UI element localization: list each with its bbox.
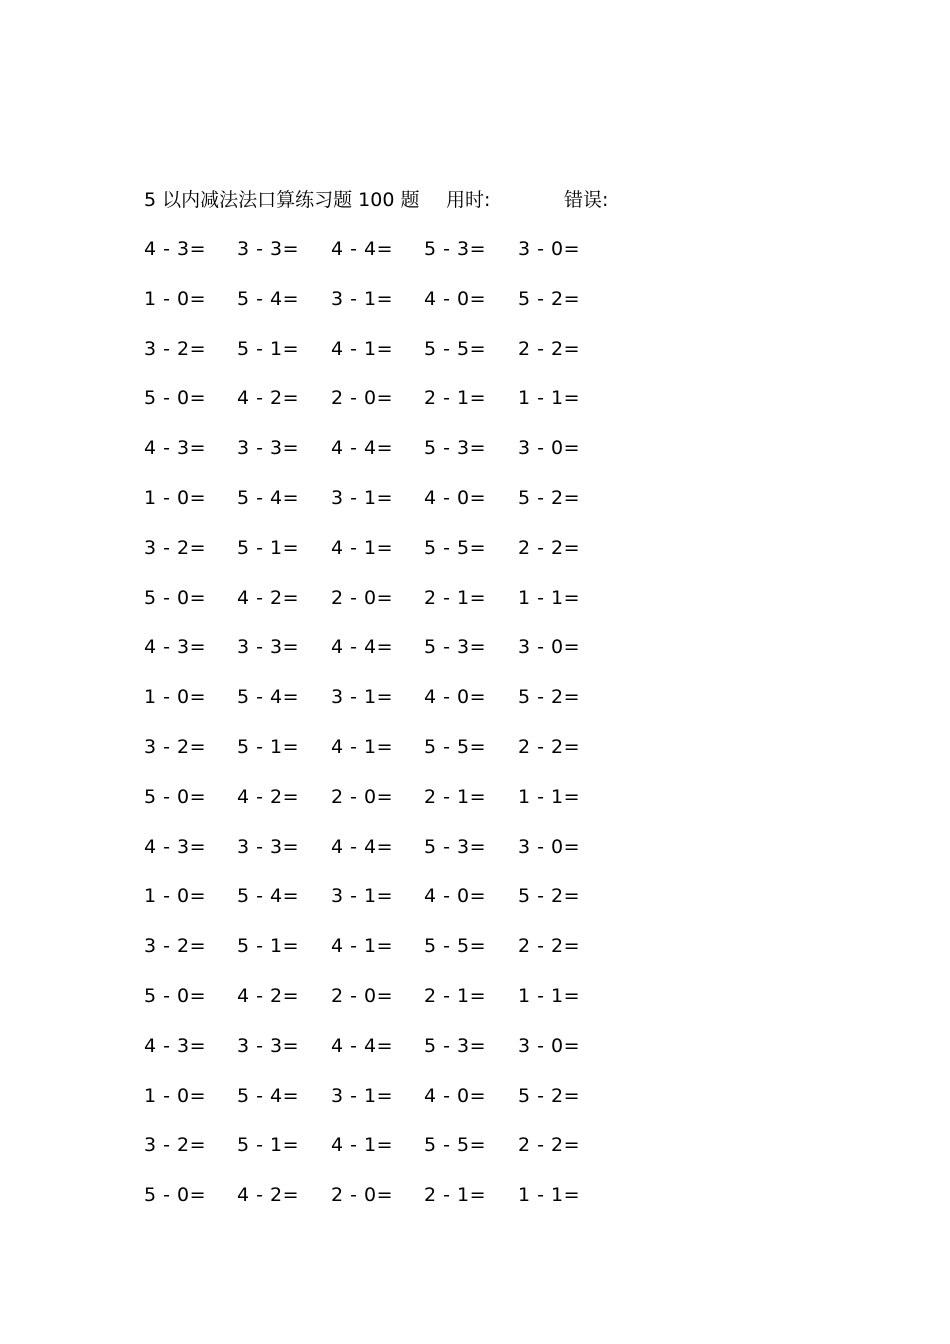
worksheet-title: 5 以内减法法口算练习题 100 题	[144, 189, 420, 211]
problem-cell: 1 - 0=	[144, 486, 207, 509]
problem-cell: 4 - 0=	[424, 885, 487, 908]
problem-cell: 5 - 5=	[424, 536, 487, 559]
problem-cell: 2 - 0=	[331, 785, 394, 808]
problem-cell: 3 - 0=	[518, 437, 581, 460]
problem-cell: 5 - 0=	[144, 1184, 207, 1207]
problem-cell: 1 - 0=	[144, 287, 207, 310]
problem-cell: 2 - 2=	[518, 735, 581, 758]
problem-cell: 3 - 3=	[237, 1034, 300, 1057]
problem-cell: 5 - 3=	[424, 238, 487, 260]
problem-cell: 4 - 3=	[144, 1034, 207, 1057]
problem-cell: 5 - 2=	[518, 486, 581, 509]
time-used-label: 用时:	[446, 189, 491, 211]
problem-cell: 4 - 3=	[144, 636, 207, 659]
problem-cell: 5 - 0=	[144, 586, 207, 609]
problem-cell: 4 - 1=	[331, 935, 394, 958]
problem-cell: 2 - 1=	[424, 586, 487, 609]
problem-cell: 3 - 3=	[237, 437, 300, 460]
problem-cell: 5 - 1=	[237, 536, 300, 559]
problem-cell: 2 - 1=	[424, 984, 487, 1007]
problem-cell: 2 - 2=	[518, 1134, 581, 1157]
problem-cell: 5 - 5=	[424, 935, 487, 958]
problem-cell: 5 - 3=	[424, 1034, 487, 1057]
problem-cell: 3 - 2=	[144, 1134, 207, 1157]
problem-cell: 2 - 1=	[424, 1184, 487, 1207]
problem-cell: 3 - 3=	[237, 636, 300, 659]
problem-cell: 1 - 1=	[518, 586, 581, 609]
problem-cell: 4 - 1=	[331, 337, 394, 360]
problem-cell: 3 - 1=	[331, 686, 394, 709]
problem-cell: 2 - 2=	[518, 536, 581, 559]
problem-cell: 5 - 4=	[237, 686, 300, 709]
problem-cell: 1 - 1=	[518, 984, 581, 1007]
problem-cell: 3 - 0=	[518, 238, 581, 260]
problem-cell: 2 - 2=	[518, 935, 581, 958]
problem-cell: 1 - 0=	[144, 885, 207, 908]
problem-cell: 4 - 0=	[424, 486, 487, 509]
problem-cell: 2 - 2=	[518, 337, 581, 360]
problem-cell: 5 - 1=	[237, 935, 300, 958]
problem-cell: 4 - 3=	[144, 238, 207, 260]
problem-cell: 4 - 0=	[424, 686, 487, 709]
problem-cell: 3 - 1=	[331, 1084, 394, 1107]
problem-cell: 5 - 3=	[424, 437, 487, 460]
problem-cell: 4 - 2=	[237, 387, 300, 410]
problem-cell: 4 - 0=	[424, 1084, 487, 1107]
problem-cell: 1 - 1=	[518, 785, 581, 808]
problem-cell: 5 - 5=	[424, 735, 487, 758]
problem-cell: 4 - 3=	[144, 437, 207, 460]
problem-cell: 5 - 4=	[237, 287, 300, 310]
problem-cell: 2 - 1=	[424, 387, 487, 410]
problem-cell: 3 - 2=	[144, 337, 207, 360]
problem-cell: 4 - 2=	[237, 586, 300, 609]
problem-cell: 4 - 4=	[331, 1034, 394, 1057]
problem-cell: 4 - 1=	[331, 735, 394, 758]
problem-cell: 4 - 4=	[331, 238, 394, 260]
problem-cell: 4 - 1=	[331, 536, 394, 559]
problem-cell: 5 - 4=	[237, 1084, 300, 1107]
problem-cell: 4 - 2=	[237, 1184, 300, 1207]
problem-cell: 2 - 0=	[331, 586, 394, 609]
problem-cell: 5 - 0=	[144, 785, 207, 808]
problem-cell: 5 - 4=	[237, 885, 300, 908]
problem-cell: 5 - 1=	[237, 1134, 300, 1157]
problem-cell: 5 - 2=	[518, 1084, 581, 1107]
problem-cell: 4 - 1=	[331, 1134, 394, 1157]
problem-cell: 3 - 2=	[144, 935, 207, 958]
problem-cell: 1 - 1=	[518, 1184, 581, 1207]
problem-cell: 3 - 0=	[518, 636, 581, 659]
problem-cell: 5 - 1=	[237, 735, 300, 758]
problem-cell: 5 - 2=	[518, 287, 581, 310]
problem-cell: 4 - 2=	[237, 785, 300, 808]
problem-cell: 2 - 0=	[331, 387, 394, 410]
problem-cell: 2 - 0=	[331, 1184, 394, 1207]
problem-cell: 5 - 5=	[424, 1134, 487, 1157]
problem-cell: 4 - 4=	[331, 636, 394, 659]
problem-cell: 4 - 0=	[424, 287, 487, 310]
problem-cell: 5 - 2=	[518, 686, 581, 709]
problem-cell: 3 - 1=	[331, 885, 394, 908]
problem-cell: 1 - 0=	[144, 686, 207, 709]
problem-cell: 5 - 3=	[424, 835, 487, 858]
problem-cell: 3 - 3=	[237, 835, 300, 858]
problem-cell: 5 - 1=	[237, 337, 300, 360]
problem-cell: 3 - 2=	[144, 735, 207, 758]
problem-cell: 2 - 1=	[424, 785, 487, 808]
problem-cell: 3 - 1=	[331, 486, 394, 509]
problem-cell: 4 - 2=	[237, 984, 300, 1007]
problem-cell: 3 - 3=	[237, 238, 300, 260]
problem-cell: 5 - 4=	[237, 486, 300, 509]
problem-cell: 4 - 4=	[331, 437, 394, 460]
problem-cell: 5 - 3=	[424, 636, 487, 659]
problem-cell: 5 - 5=	[424, 337, 487, 360]
problem-cell: 4 - 4=	[331, 835, 394, 858]
problem-cell: 1 - 0=	[144, 1084, 207, 1107]
error-count-label: 错误:	[564, 189, 609, 211]
problem-cell: 3 - 0=	[518, 835, 581, 858]
problem-cell: 5 - 0=	[144, 387, 207, 410]
problem-cell: 4 - 3=	[144, 835, 207, 858]
problem-cell: 3 - 1=	[331, 287, 394, 310]
problem-cell: 5 - 2=	[518, 885, 581, 908]
problem-cell: 5 - 0=	[144, 984, 207, 1007]
problem-cell: 3 - 2=	[144, 536, 207, 559]
problem-cell: 1 - 1=	[518, 387, 581, 410]
problem-cell: 3 - 0=	[518, 1034, 581, 1057]
problem-cell: 2 - 0=	[331, 984, 394, 1007]
